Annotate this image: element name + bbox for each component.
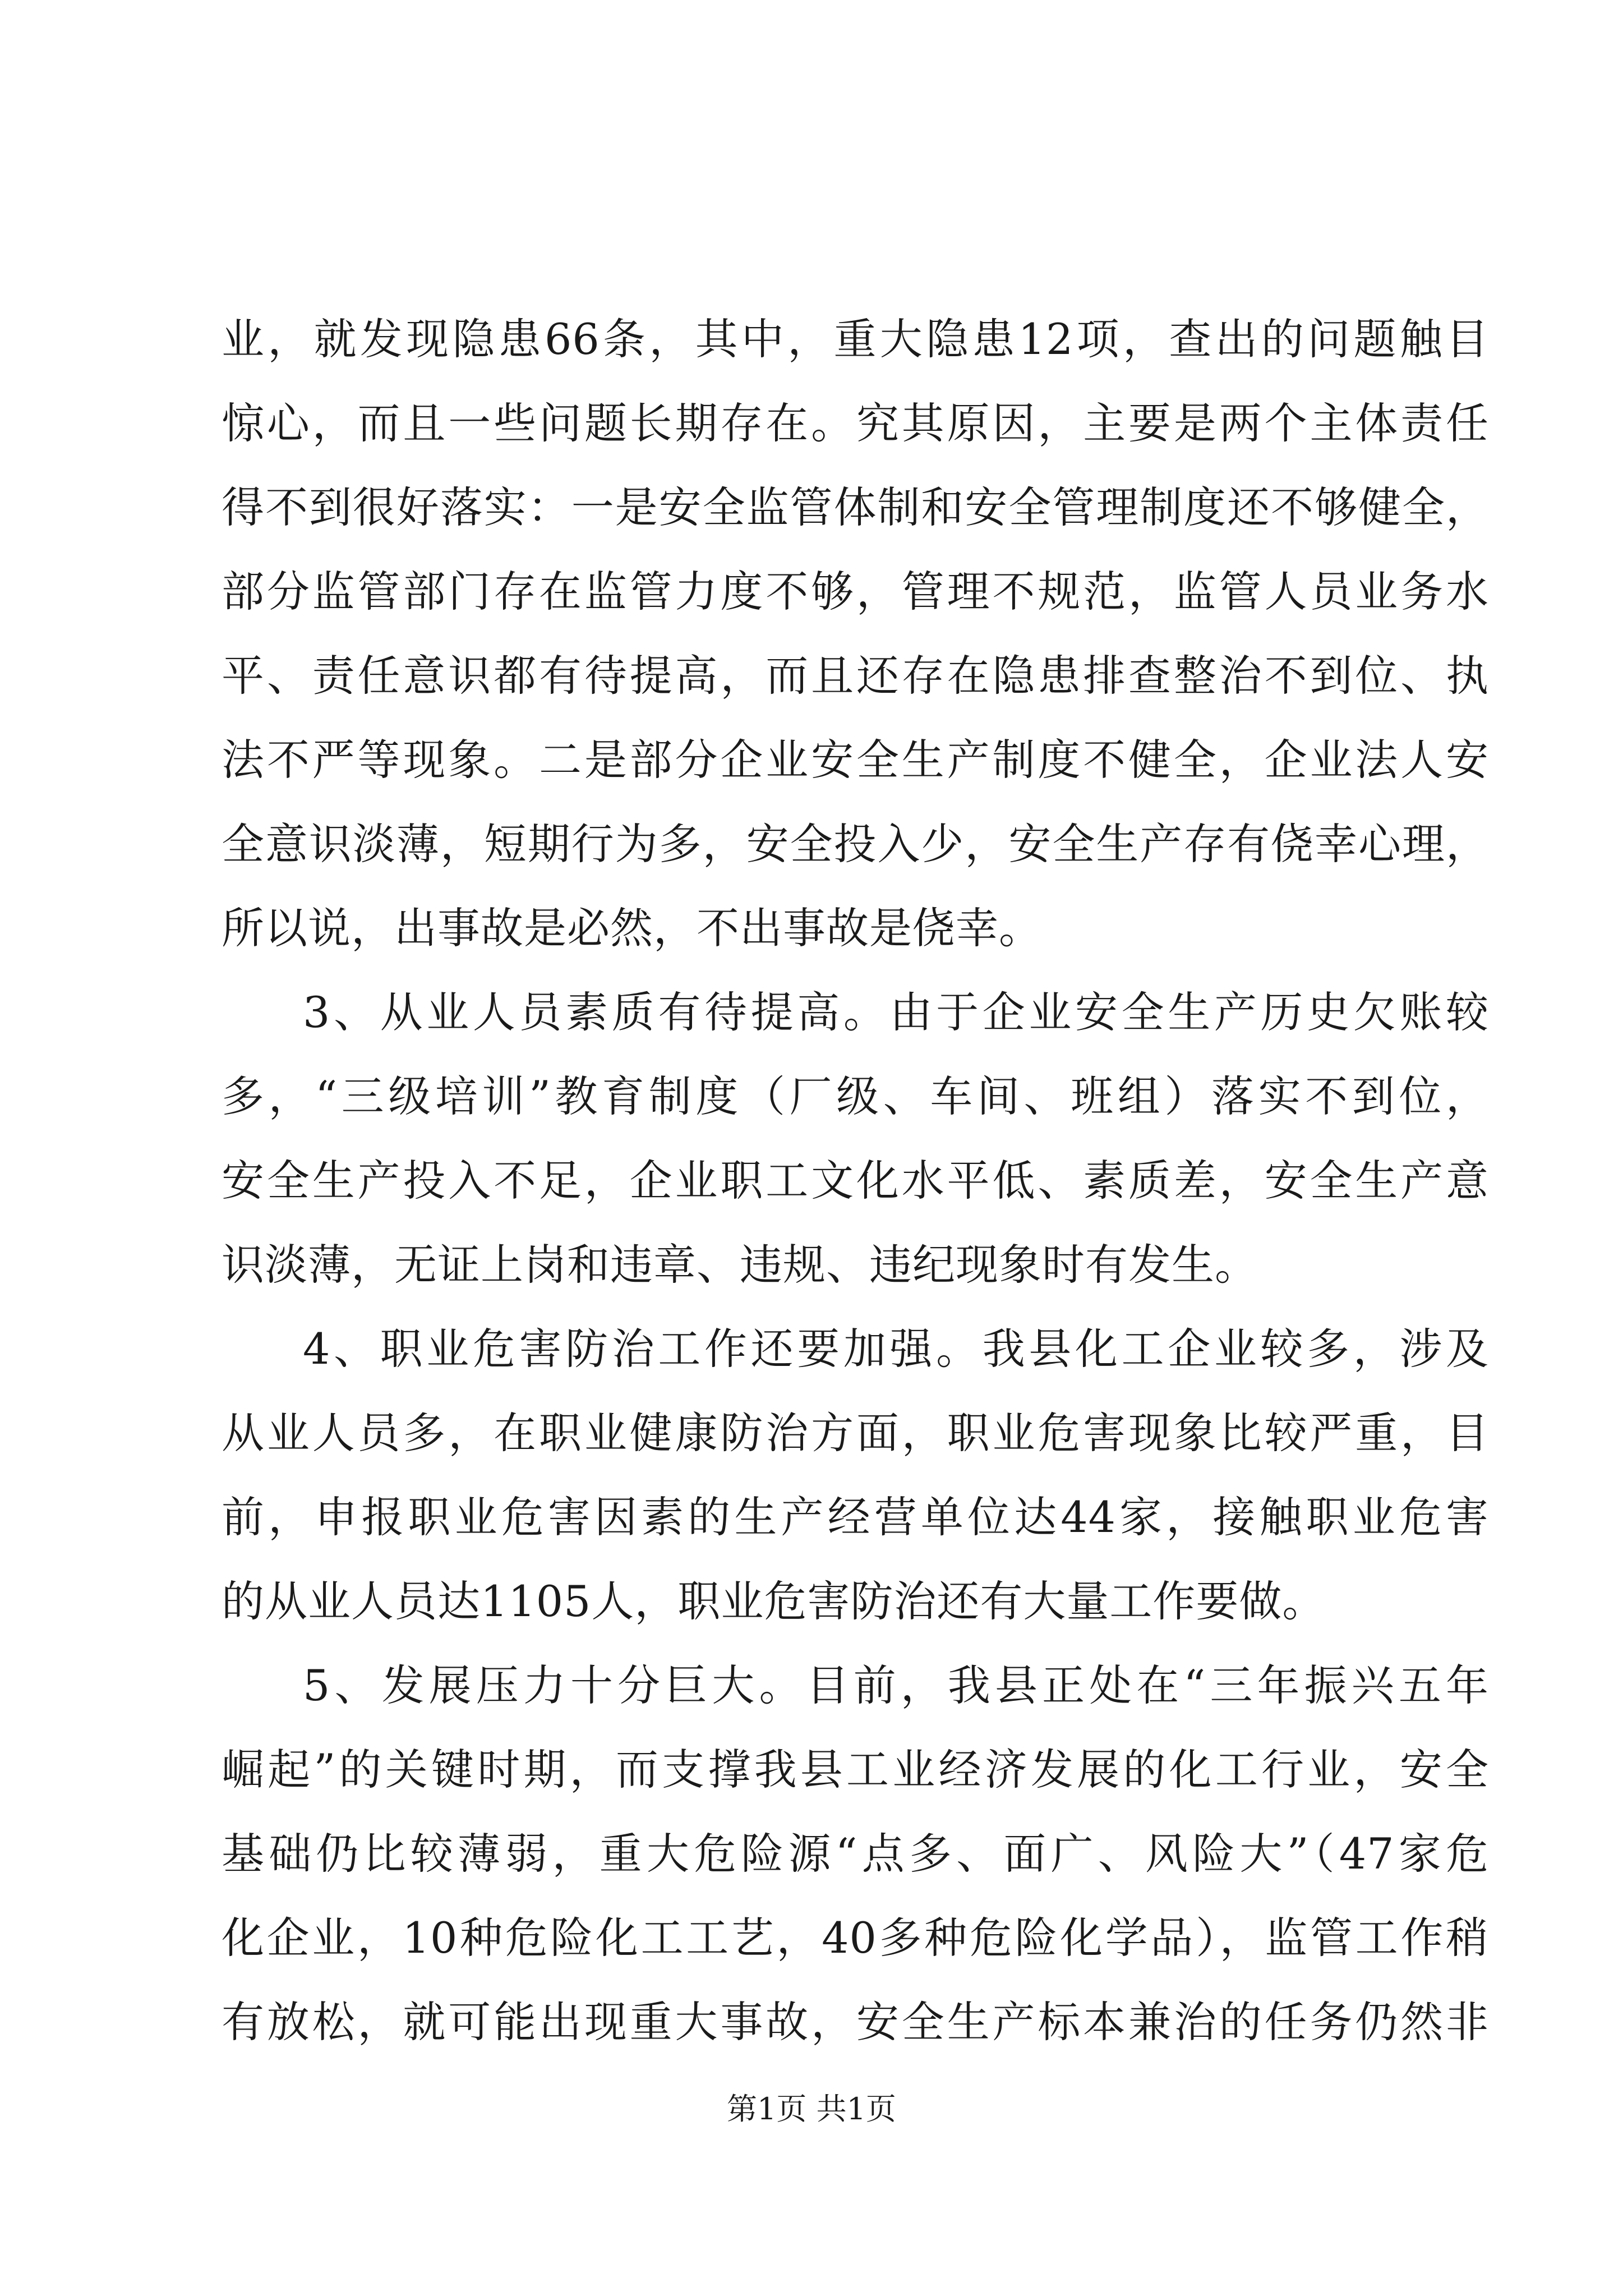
text-line: 崛起”的关键时期，而支撑我县工业经济发展的化工行业，安全: [222, 1745, 1489, 1795]
text-line: 得不到很好落实：一是安全监管体制和安全管理制度还不够健全，: [222, 482, 1489, 532]
page-footer: 第1页 共1页: [727, 2091, 896, 2127]
text-line: 业，就发现隐患66条，其中，重大隐患12项，查出的问题触目: [222, 314, 1489, 364]
text-line: 化企业，10种危险化工工艺，40多种危险化学品），监管工作稍: [222, 1913, 1489, 1963]
text-line: 全意识淡薄，短期行为多，安全投入少，安全生产存有侥幸心理，: [222, 819, 1489, 869]
text-line: 法不严等现象。二是部分企业安全生产制度不健全，企业法人安: [222, 735, 1489, 785]
paragraph-4-first-line: 4、职业危害防治工作还要加强。我县化工企业较多，涉及: [303, 1324, 1489, 1374]
text-line: 部分监管部门存在监管力度不够，管理不规范，监管人员业务水: [222, 567, 1489, 616]
text-line: 前，申报职业危害因素的生产经营单位达44家，接触职业危害: [222, 1492, 1489, 1542]
text-line: 有放松，就可能出现重大事故，安全生产标本兼治的任务仍然非: [222, 1997, 1489, 2047]
text-line: 所以说，出事故是必然，不出事故是侥幸。: [222, 903, 1042, 953]
text-line: 平、责任意识都有待提高，而且还存在隐患排查整治不到位、执: [222, 651, 1489, 701]
text-line: 识淡薄，无证上岗和违章、违规、违纪现象时有发生。: [222, 1240, 1258, 1290]
text-line: 的从业人员达1105人，职业危害防治还有大量工作要做。: [222, 1576, 1326, 1626]
text-line: 多，“三级培训”教育制度（厂级、车间、班组）落实不到位，: [222, 1071, 1489, 1121]
paragraph-5-first-line: 5、发展压力十分巨大。目前，我县正处在“三年振兴五年: [303, 1660, 1489, 1710]
text-line: 基础仍比较薄弱，重大危险源“点多、面广、风险大”（47家危: [222, 1829, 1489, 1879]
text-line: 惊心，而且一些问题长期存在。究其原因，主要是两个主体责任: [222, 398, 1489, 448]
paragraph-3-first-line: 3、从业人员素质有待提高。由于企业安全生产历史欠账较: [303, 987, 1489, 1037]
text-line: 安全生产投入不足，企业职工文化水平低、素质差，安全生产意: [222, 1156, 1489, 1205]
text-line: 从业人员多，在职业健康防治方面，职业危害现象比较严重，目: [222, 1408, 1489, 1458]
